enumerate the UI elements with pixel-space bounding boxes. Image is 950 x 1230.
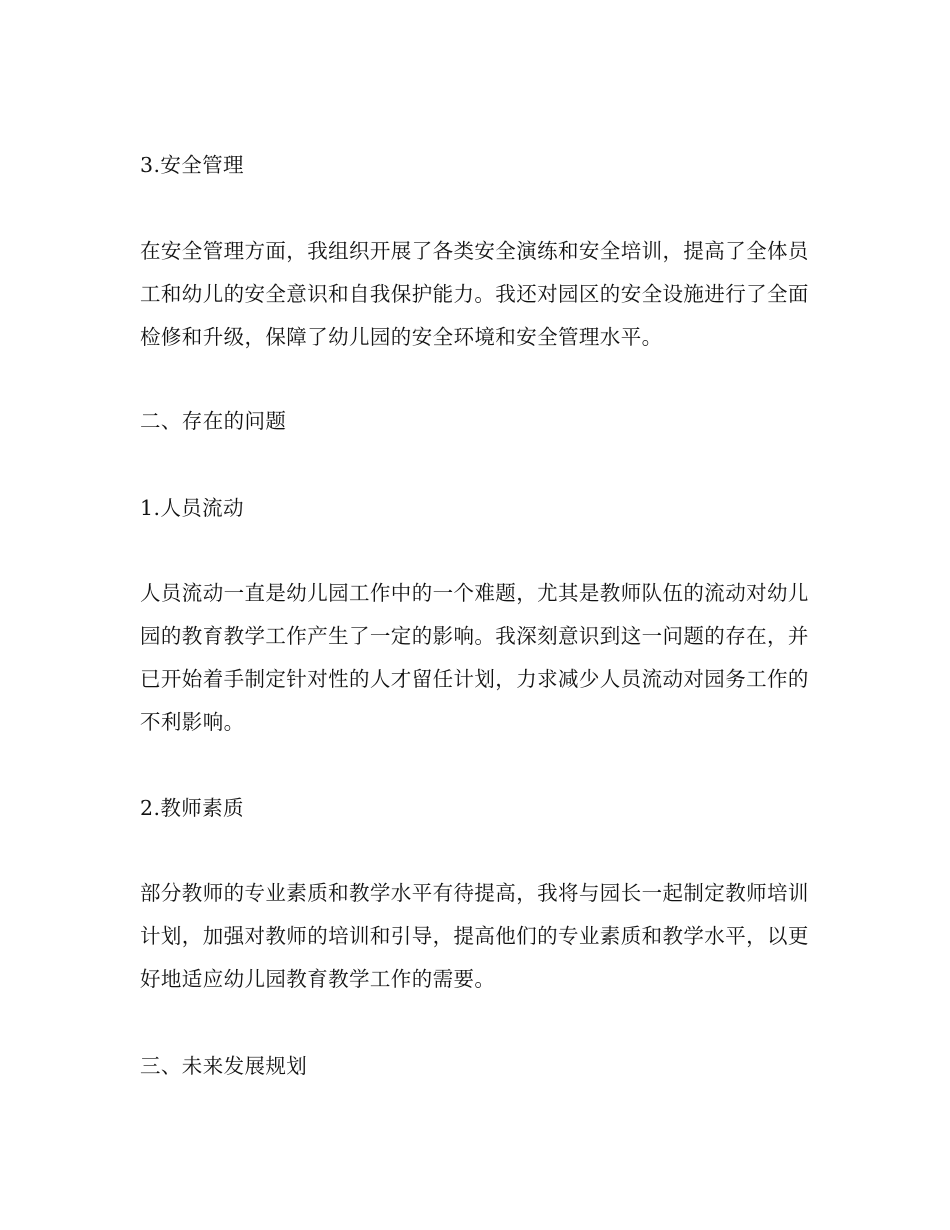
paragraph-staff-turnover: 人员流动一直是幼儿园工作中的一个难题，尤其是教师队伍的流动对幼儿园的教育教学工作产生了一定的影响。我深刻意识到这一问题的存在，并已开始着手制定针对性的人才留任计划，力求减少人员流动对园务工作的不利影响。 bbox=[140, 581, 809, 734]
section-heading-teacher-quality: 2.教师素质 bbox=[140, 796, 244, 820]
section-heading-future-plan: 三、未来发展规划 bbox=[140, 1054, 308, 1078]
paragraph-safety-management: 在安全管理方面，我组织开展了各类安全演练和安全培训，提高了全体员工和幼儿的安全意识和自我保护能力。我还对园区的安全设施进行了全面检修和升级，保障了幼儿园的安全环境和安全管理水平。 bbox=[140, 239, 809, 349]
section-heading-staff-turnover: 1.人员流动 bbox=[140, 496, 244, 520]
section-heading-existing-problems: 二、存在的问题 bbox=[140, 409, 287, 433]
section-heading-safety-management: 3.安全管理 bbox=[140, 153, 244, 177]
paragraph-teacher-quality: 部分教师的专业素质和教学水平有待提高，我将与园长一起制定教师培训计划，加强对教师的培训和引导，提高他们的专业素质和教学水平，以更好地适应幼儿园教育教学工作的需要。 bbox=[140, 881, 809, 991]
